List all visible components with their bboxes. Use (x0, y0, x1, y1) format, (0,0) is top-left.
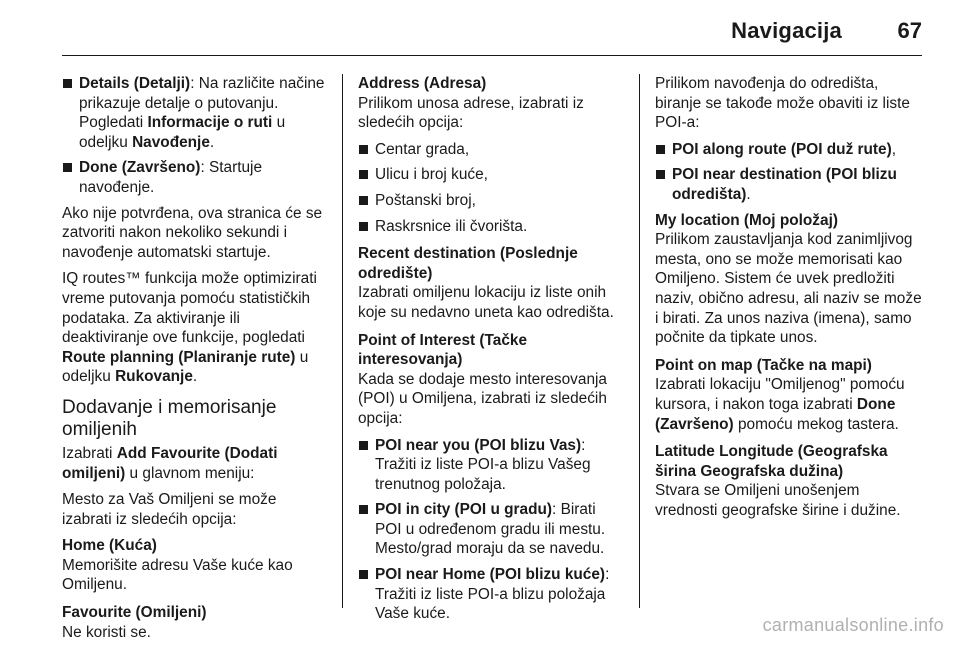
paragraph: Prilikom navođenja do odredišta, biranje se takođe može obaviti iz liste POI-a: (655, 75, 910, 132)
paragraph-text: . (192, 368, 198, 386)
poi-options-list (358, 436, 626, 624)
option-text: : Tražiti iz liste POI-a blizu položaja Vaše kuće. (375, 566, 610, 623)
block-heading: Latitude Longitude (Geografska širina Geografska dužina) (655, 443, 888, 480)
list-item (358, 565, 626, 624)
paragraph-text: u glavnom meniju: (125, 464, 255, 482)
block-text: Prilikom unosa adrese, izabrati iz sledećih opcija: (358, 94, 584, 132)
option-text: : Na različite načine prikazuje detalje o putovanju. Pogledati (79, 75, 325, 132)
list-item (655, 165, 925, 204)
home-block (62, 536, 330, 595)
square-bullet-icon (359, 196, 368, 205)
section-title: Dodavanje i memorisanje omiljenih (62, 396, 277, 440)
page-title: Navigacija (731, 18, 842, 43)
square-bullet-icon (63, 79, 72, 88)
reference-section: Rukovanje (115, 368, 193, 386)
list-item-text: Ulicu i broj kuće, (375, 166, 488, 184)
option-text: . (746, 185, 751, 203)
block-heading: Favourite (Omiljeni) (62, 604, 207, 622)
list-item (358, 436, 626, 495)
list-item (655, 140, 925, 160)
square-bullet-icon (656, 170, 665, 179)
address-options-list (358, 140, 626, 236)
paragraph-text: IQ routes™ funkcija može optimizirati vreme putovanja pomoću statističkih podataka. Za aktiviranje ili deaktiviranje ove funkcije, pogledati (62, 270, 317, 347)
list-item-text: Poštanski broj, (375, 191, 476, 209)
block-text: Izabrati omiljenu lokaciju iz liste onih koje su nedavno uneta kao odredišta. (358, 284, 614, 321)
option-text: : Tražiti iz liste POI-a blizu Vašeg trenutnog položaja. (375, 436, 591, 493)
option-label: POI in city (POI u gradu) (375, 501, 553, 519)
recent-destination-block (358, 244, 626, 322)
square-bullet-icon (359, 145, 368, 154)
page-number: 67 (897, 18, 922, 43)
reference-section: Navođenje (132, 133, 210, 151)
paragraph: Mesto za Vaš Omiljeni se može izabrati iz sledećih opcija: (62, 491, 277, 528)
paragraph-text: Izabrati (62, 444, 117, 462)
option-text: . (209, 133, 215, 151)
list-item-text: Centar grada, (375, 140, 470, 158)
list-item (62, 74, 330, 152)
list-item (358, 217, 626, 237)
softkey-reference: Done (Završeno) (655, 395, 896, 433)
option-text: , (891, 140, 897, 158)
menu-reference: Add Favourite (Dodati omiljeni) (62, 444, 278, 482)
option-label: POI along route (POI duž rute) (672, 140, 892, 158)
column-divider-2 (639, 74, 640, 608)
header-divider (62, 55, 922, 56)
square-bullet-icon (359, 222, 368, 231)
point-on-map-block (655, 356, 925, 434)
watermark: carmanualsonline.info (762, 615, 944, 635)
square-bullet-icon (359, 441, 368, 450)
block-text: Prilikom zaustavljanja kod zanimljivog mesta, ono se može memorisati kao Omiljeno. Sistem će uvek predložiti naziv, obično adresu, ali naziv se može i birati. Za unos naziva (imena), samo počnite da tipkate unos. (655, 231, 922, 347)
column-left (62, 74, 330, 650)
paragraph (62, 269, 330, 387)
list-item (358, 165, 626, 185)
address-block (358, 74, 626, 236)
paragraph: Ako nije potvrđena, ova stranica će se zatvoriti nakon nekoliko sekundi i navođenje automatski startuje. (62, 204, 323, 261)
square-bullet-icon (63, 163, 72, 172)
block-heading: Home (Kuća) (62, 537, 157, 555)
poi-block (358, 331, 626, 624)
block-text: Ne koristi se. (62, 623, 151, 641)
column-right (655, 74, 925, 528)
paragraph-text: u odeljku (62, 348, 309, 386)
block-text: Memorišite adresu Vaše kuće kao Omiljenu. (62, 556, 293, 594)
option-label: Details (Detalji) (79, 75, 191, 92)
list-item-text: Raskrsnice ili čvorišta. (375, 217, 528, 235)
list-item (358, 140, 626, 160)
block-heading: Recent destination (Poslednje odredište) (358, 245, 578, 282)
reference-label: Route planning (Planiranje rute) (62, 348, 296, 366)
square-bullet-icon (359, 505, 368, 514)
option-label: POI near destination (POI blizu odredišta) (672, 166, 897, 203)
block-text: pomoću mekog tastera. (733, 415, 899, 433)
block-text: Stvara se Omiljeni unošenjem vrednosti geografske širine i dužine. (655, 482, 901, 519)
paragraph (62, 444, 330, 483)
block-text: Izabrati lokaciju "Omiljenog" pomoću kursora, i nakon toga izabrati (655, 376, 905, 413)
block-heading: Point of Interest (Tačke interesovanja) (358, 331, 528, 369)
reference-label: Informacije o ruti (147, 114, 273, 132)
list-item (358, 500, 626, 559)
square-bullet-icon (359, 570, 368, 579)
option-label: Done (Završeno) (79, 159, 201, 177)
lat-long-block (655, 442, 925, 520)
option-text: : Startuje navođenje. (79, 159, 263, 196)
square-bullet-icon (656, 145, 665, 154)
list-item (62, 158, 330, 197)
square-bullet-icon (359, 170, 368, 179)
block-text: Kada se dodaje mesto interesovanja (POI) u Omiljena, izabrati iz sledećih opcija: (358, 370, 607, 427)
my-location-block (655, 211, 925, 348)
options-list (62, 74, 330, 198)
page-header (0, 0, 960, 60)
option-text: : Birati POI u određenom gradu ili mestu. Mesto/grad moraju da se navedu. (375, 501, 606, 558)
block-heading: Point on map (Tačke na mapi) (655, 356, 872, 374)
list-item (358, 191, 626, 211)
column-divider-1 (342, 74, 343, 608)
route-poi-list (655, 140, 925, 205)
option-text: u odeljku (79, 114, 286, 151)
block-heading: Address (Adresa) (358, 75, 487, 92)
option-label: POI near you (POI blizu Vas) (375, 436, 582, 454)
favourite-block (62, 603, 330, 642)
option-label: POI near Home (POI blizu kuće) (375, 566, 606, 584)
column-middle (358, 74, 626, 632)
block-heading: My location (Moj položaj) (655, 211, 838, 229)
